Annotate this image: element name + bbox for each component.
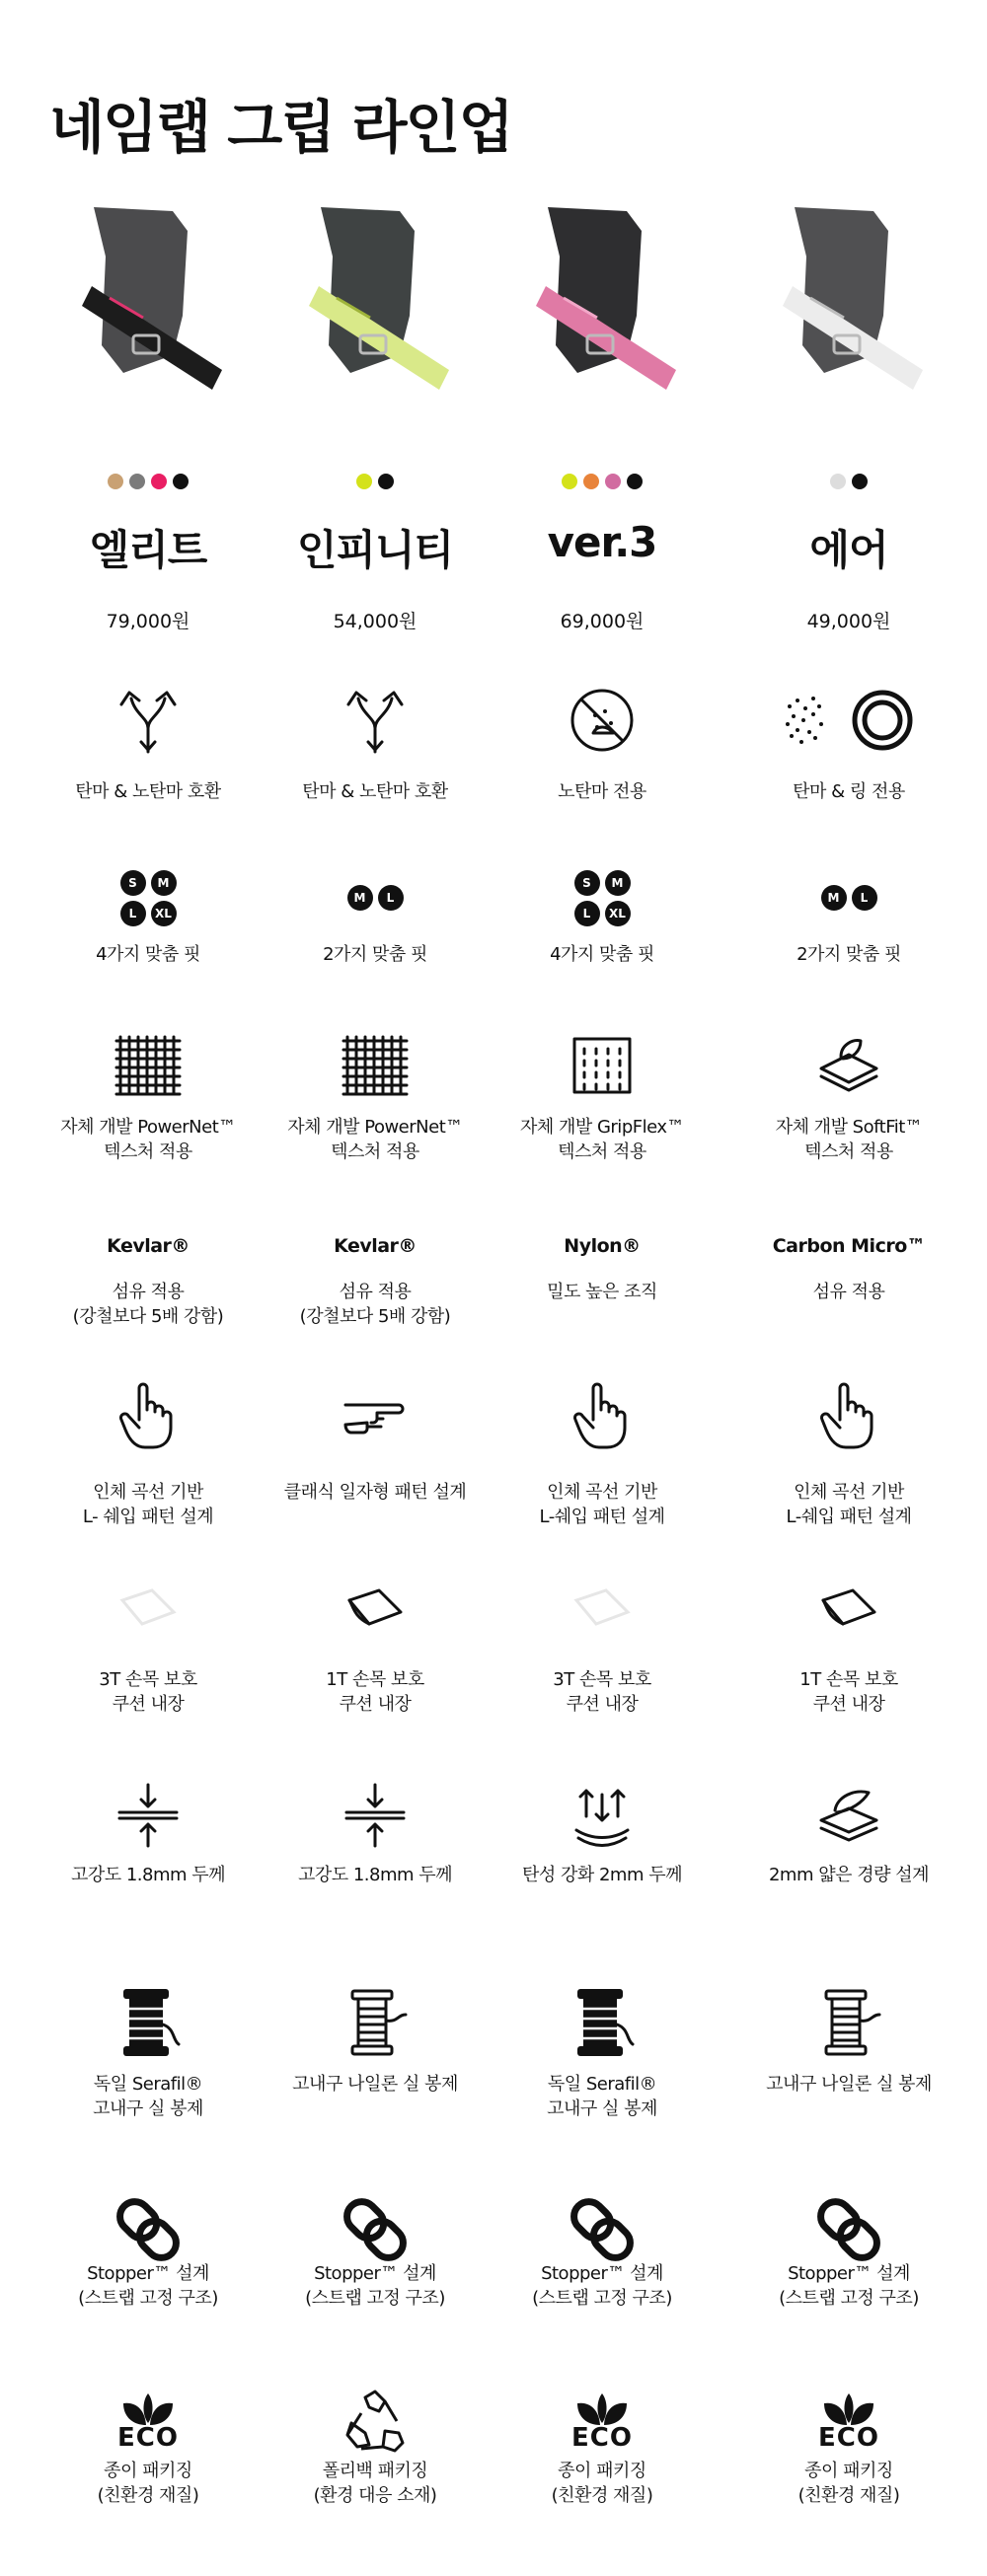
eco-leaf-icon (25, 2383, 271, 2462)
chain-link-icon (479, 2190, 725, 2269)
fiber-text: 밀도 높은 조직 (547, 1282, 657, 1302)
grip-type-text: 노탄마 전용 (558, 781, 646, 802)
eco-text: ECO (818, 2423, 879, 2453)
chalk-ring-icon (725, 681, 972, 760)
fiber-name: Kevlar® (334, 1235, 417, 1257)
pattern-text: 인체 곡선 기반 L- 쉐입 패턴 설계 (82, 1482, 214, 1527)
product-price: 79,000원 (106, 611, 190, 632)
hand-point-icon (252, 1376, 498, 1455)
elastic-icon (479, 1776, 725, 1855)
size-badge-m: M (605, 870, 631, 896)
color-swatch[interactable] (830, 474, 846, 489)
color-swatch[interactable] (852, 474, 868, 489)
spool-thin-icon (725, 1983, 972, 2062)
cushion-icon (725, 1569, 972, 1648)
fit-text: 2가지 맞춤 핏 (323, 944, 427, 965)
chain-link-icon (25, 2190, 271, 2269)
mesh-icon (252, 1026, 498, 1105)
spool-icon (479, 1983, 725, 2062)
fiber-text: 섬유 적용 (812, 1282, 885, 1302)
product-name: ver.3 (547, 518, 657, 566)
fit-text: 2가지 맞춤 핏 (797, 944, 901, 965)
hand-l-icon (25, 1376, 271, 1455)
color-swatches (479, 474, 725, 491)
cushion-icon (252, 1569, 498, 1648)
chain-link-icon (252, 2190, 498, 2269)
product-image[interactable] (25, 197, 271, 395)
product-price: 69,000원 (560, 611, 645, 632)
texture-text: 자체 개발 GripFlex™ 텍스처 적용 (519, 1117, 685, 1162)
thickness-text: 고강도 1.8mm 두께 (70, 1865, 226, 1885)
eco-text: ECO (117, 2423, 179, 2453)
stopper-text: Stopper™ 설계 (스트랩 고정 구조) (779, 2263, 919, 2309)
product-image[interactable] (725, 197, 972, 395)
product-column (479, 0, 725, 2576)
pack-text: 폴리백 패키징 (환경 대응 소재) (313, 2461, 437, 2506)
cushion-faint-icon (25, 1569, 271, 1648)
color-swatches (252, 474, 498, 491)
gripflex-icon (479, 1026, 725, 1105)
compress-icon (252, 1776, 498, 1855)
product-image[interactable] (252, 197, 498, 395)
eco-leaf-icon (725, 2383, 972, 2462)
texture-text: 자체 개발 PowerNet™ 텍스처 적용 (60, 1117, 236, 1162)
wrist-text: 3T 손목 보호 쿠션 내장 (553, 1669, 651, 1715)
texture-text: 자체 개발 SoftFit™ 텍스처 적용 (775, 1117, 923, 1162)
size-badges (25, 858, 271, 937)
color-swatches (25, 474, 271, 491)
wrist-text: 1T 손목 보호 쿠션 내장 (799, 1669, 898, 1715)
cushion-faint-icon (479, 1569, 725, 1648)
thread-text: 독일 Serafil® 고내구 실 봉제 (547, 2074, 657, 2119)
fiber-name: Nylon® (564, 1235, 641, 1257)
thread-text: 고내구 나일론 실 봉제 (292, 2074, 458, 2095)
light-layer-icon (725, 1776, 972, 1855)
stopper-text: Stopper™ 설계 (스트랩 고정 구조) (78, 2263, 218, 2309)
thread-text: 고내구 나일론 실 봉제 (766, 2074, 932, 2095)
hand-l-icon (725, 1376, 972, 1455)
page-title: 네임랩 그립 라인업 (49, 94, 512, 161)
wrist-text: 1T 손목 보호 쿠션 내장 (326, 1669, 424, 1715)
size-badges (479, 858, 725, 937)
fiber-name: Carbon Micro™ (772, 1235, 926, 1257)
pattern-text: 인체 곡선 기반 L-쉐입 패턴 설계 (786, 1482, 912, 1527)
pack-text: 종이 패키징 (친환경 재질) (97, 2461, 199, 2506)
size-badge-l: L (378, 885, 404, 911)
pattern-text: 인체 곡선 기반 L-쉐입 패턴 설계 (539, 1482, 665, 1527)
wrist-text: 3T 손목 보호 쿠션 내장 (99, 1669, 197, 1715)
size-badge-s: S (120, 870, 146, 896)
size-badges (252, 858, 498, 937)
compress-icon (25, 1776, 271, 1855)
fit-text: 4가지 맞춤 핏 (550, 944, 654, 965)
grip-type-text: 탄마 & 노탄마 호환 (75, 781, 221, 802)
product-price: 49,000원 (806, 611, 891, 632)
color-swatch[interactable] (356, 474, 372, 489)
thickness-text: 탄성 강화 2mm 두께 (521, 1865, 682, 1885)
product-name: 에어 (809, 526, 888, 574)
pack-text: 종이 패키징 (친환경 재질) (797, 2461, 900, 2506)
texture-text: 자체 개발 PowerNet™ 텍스처 적용 (287, 1117, 463, 1162)
color-swatches (725, 474, 972, 491)
spool-icon (25, 1983, 271, 2062)
color-swatch[interactable] (129, 474, 145, 489)
color-swatch[interactable] (378, 474, 394, 489)
size-badge-m: M (821, 885, 847, 911)
size-badge-m: M (347, 885, 373, 911)
color-swatch[interactable] (151, 474, 167, 489)
product-column (252, 0, 498, 2576)
thickness-text: 2mm 얇은 경량 설계 (768, 1865, 929, 1885)
color-swatch[interactable] (108, 474, 123, 489)
product-image[interactable] (479, 197, 725, 395)
grip-type-text: 탄마 & 링 전용 (793, 781, 905, 802)
thread-text: 독일 Serafil® 고내구 실 봉제 (93, 2074, 203, 2119)
size-badge-xl: XL (151, 901, 177, 926)
fork-arrow-icon (252, 681, 498, 760)
eco-leaf-icon (479, 2383, 725, 2462)
chain-link-icon (725, 2190, 972, 2269)
size-badge-m: M (151, 870, 177, 896)
stopper-text: Stopper™ 설계 (스트랩 고정 구조) (532, 2263, 672, 2309)
size-badge-l: L (120, 901, 146, 926)
eco-text: ECO (571, 2423, 633, 2453)
hand-l-icon (479, 1376, 725, 1455)
fiber-name: Kevlar® (107, 1235, 190, 1257)
size-badge-l: L (574, 901, 600, 926)
color-swatch[interactable] (583, 474, 599, 489)
grip-type-text: 탄마 & 노탄마 호환 (302, 781, 448, 802)
color-swatch[interactable] (627, 474, 643, 489)
size-badge-l: L (852, 885, 877, 911)
size-badge-s: S (574, 870, 600, 896)
pack-text: 종이 패키징 (친환경 재질) (551, 2461, 653, 2506)
product-name: 인피니티 (296, 526, 454, 574)
color-swatch[interactable] (605, 474, 621, 489)
recycle-icon (252, 2383, 498, 2462)
size-badge-xl: XL (605, 901, 631, 926)
fit-text: 4가지 맞춤 핏 (96, 944, 200, 965)
product-name: 엘리트 (89, 526, 207, 574)
product-column (25, 0, 271, 2576)
color-swatch[interactable] (562, 474, 577, 489)
mesh-icon (25, 1026, 271, 1105)
product-column (725, 0, 972, 2576)
fiber-text: 섬유 적용 (강철보다 5배 강함) (299, 1282, 451, 1327)
product-price: 54,000원 (333, 611, 418, 632)
thickness-text: 고강도 1.8mm 두께 (297, 1865, 453, 1885)
pattern-text: 클래식 일자형 패턴 설계 (283, 1482, 467, 1503)
fiber-text: 섬유 적용 (강철보다 5배 강함) (72, 1282, 224, 1327)
stopper-text: Stopper™ 설계 (스트랩 고정 구조) (305, 2263, 445, 2309)
spool-thin-icon (252, 1983, 498, 2062)
size-badges (725, 858, 972, 937)
softfit-layer-icon (725, 1026, 972, 1105)
color-swatch[interactable] (173, 474, 189, 489)
no-chalk-icon (479, 681, 725, 760)
fork-arrow-icon (25, 681, 271, 760)
